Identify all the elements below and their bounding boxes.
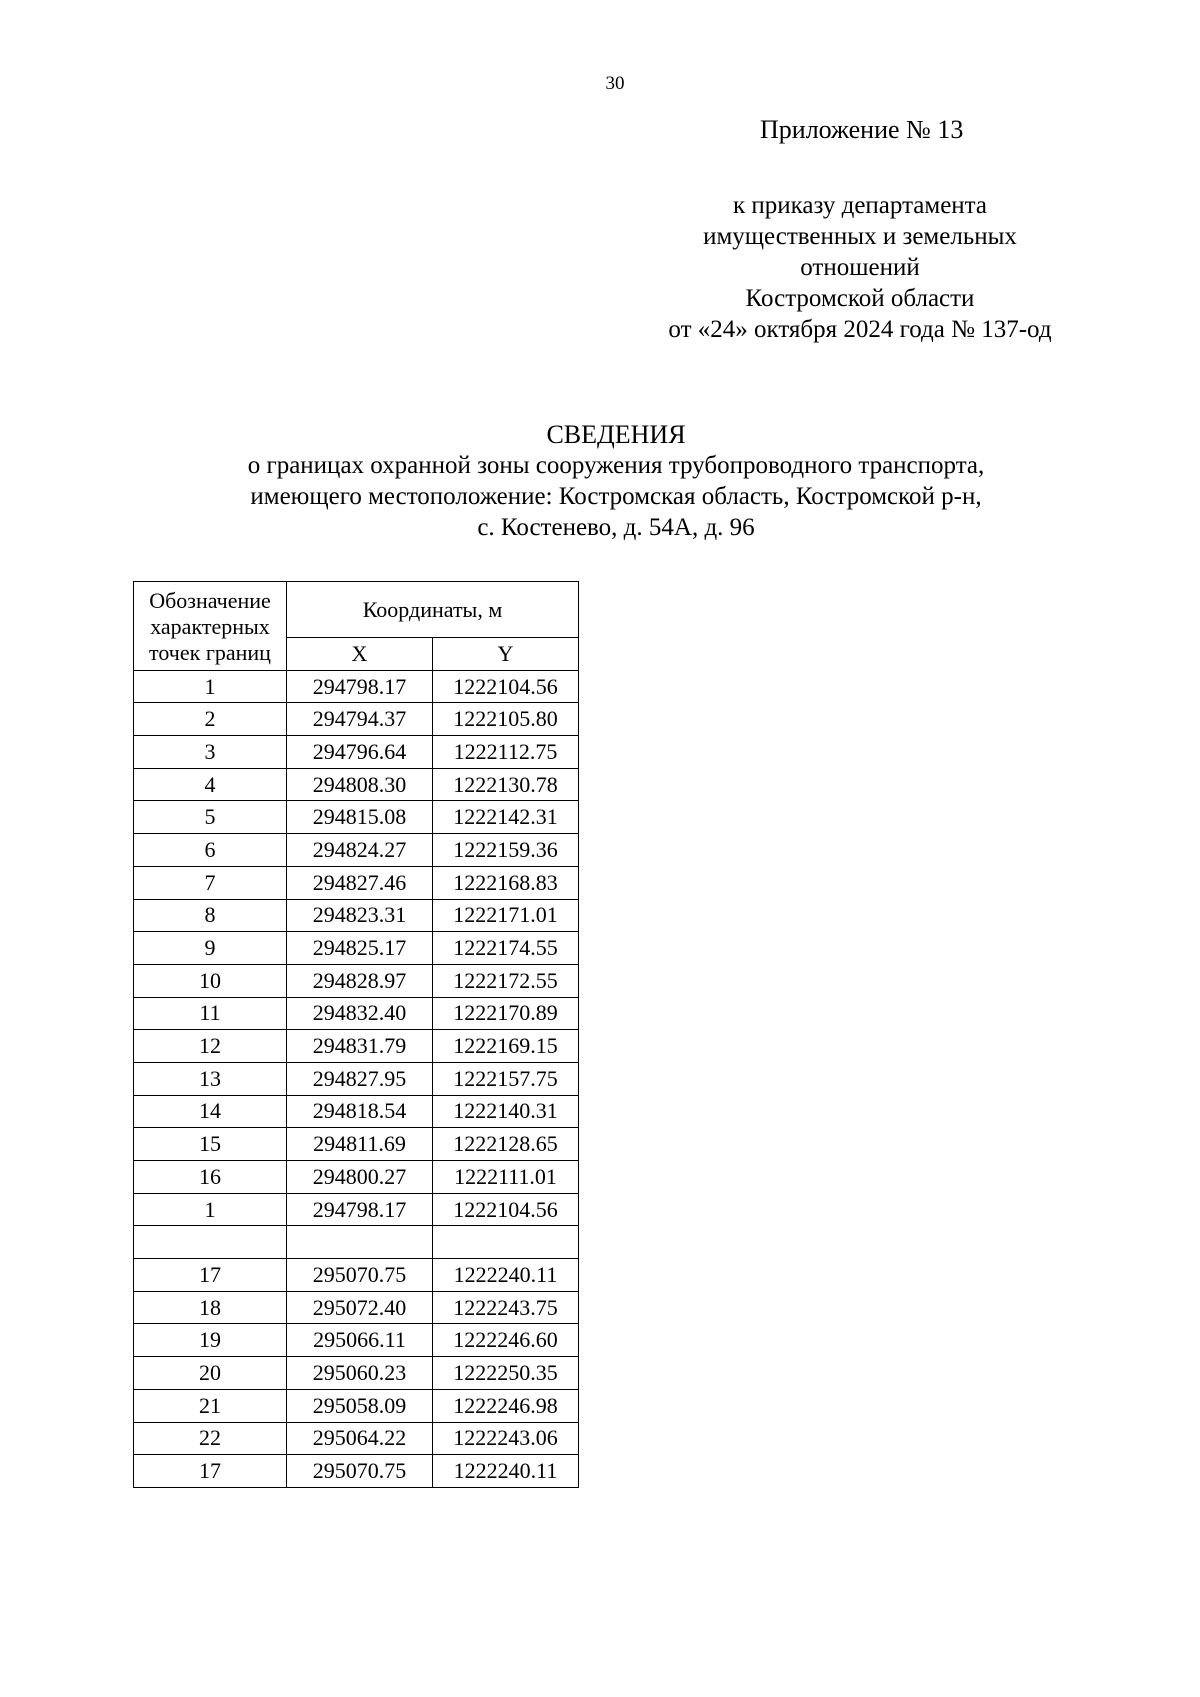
table-row xyxy=(134,1455,579,1488)
cell-x: 295066.11 xyxy=(287,1324,433,1357)
cell-point: 15 xyxy=(134,1128,287,1161)
coordinates-column-header: Координаты, м xyxy=(287,582,579,638)
cell-x: 295070.75 xyxy=(287,1259,433,1292)
cell-point: 20 xyxy=(134,1357,287,1390)
coordinates-table xyxy=(133,581,579,1488)
cell-y: 1222168.83 xyxy=(433,866,579,899)
cell-x: 294815.08 xyxy=(287,801,433,834)
cell-y: 1222174.55 xyxy=(433,932,579,965)
table-row xyxy=(134,736,579,769)
cell-point xyxy=(134,1226,287,1259)
cell-point: 11 xyxy=(134,997,287,1030)
cell-y: 1222243.06 xyxy=(433,1422,579,1455)
cell-y: 1222112.75 xyxy=(433,736,579,769)
cell-x: 294800.27 xyxy=(287,1161,433,1194)
header-line: Обозначение xyxy=(149,587,271,613)
cell-y: 1222243.75 xyxy=(433,1291,579,1324)
table-row xyxy=(134,1062,579,1095)
cell-y: 1222170.89 xyxy=(433,997,579,1030)
cell-x: 294811.69 xyxy=(287,1128,433,1161)
table-row xyxy=(134,1095,579,1128)
cell-point: 1 xyxy=(134,670,287,703)
cell-y: 1222140.31 xyxy=(433,1095,579,1128)
cell-y: 1222128.65 xyxy=(433,1128,579,1161)
cell-point: 10 xyxy=(134,964,287,997)
order-line: Костромской области xyxy=(745,285,975,312)
cell-x: 294825.17 xyxy=(287,932,433,965)
cell-point: 16 xyxy=(134,1161,287,1194)
appendix-title: Приложение № 13 xyxy=(760,115,964,144)
cell-x: 294794.37 xyxy=(287,703,433,736)
table-row xyxy=(134,1259,579,1292)
cell-x: 294824.27 xyxy=(287,834,433,867)
document-subtitle-line: о границах охранной зоны сооружения трубопроводного транспорта, xyxy=(247,452,985,479)
table-row xyxy=(134,1422,579,1455)
cell-point: 2 xyxy=(134,703,287,736)
header-line: характерных xyxy=(150,613,270,639)
cell-point: 4 xyxy=(134,768,287,801)
table-row xyxy=(134,768,579,801)
cell-x: 294796.64 xyxy=(287,736,433,769)
cell-x: 294808.30 xyxy=(287,768,433,801)
cell-point: 17 xyxy=(134,1455,287,1488)
cell-y: 1222172.55 xyxy=(433,964,579,997)
cell-point: 17 xyxy=(134,1259,287,1292)
cell-y: 1222250.35 xyxy=(433,1357,579,1390)
cell-x: 294831.79 xyxy=(287,1030,433,1063)
table-row xyxy=(134,834,579,867)
page-number: 30 xyxy=(605,73,625,94)
cell-x: 294798.17 xyxy=(287,670,433,703)
y-column-header: Y xyxy=(433,638,579,671)
cell-x: 294798.17 xyxy=(287,1193,433,1226)
cell-point: 14 xyxy=(134,1095,287,1128)
cell-y: 1222111.01 xyxy=(433,1161,579,1194)
cell-point: 6 xyxy=(134,834,287,867)
table-row xyxy=(134,1030,579,1063)
cell-y: 1222240.11 xyxy=(433,1259,579,1292)
document-title: СВЕДЕНИЯ xyxy=(546,420,686,449)
cell-point: 8 xyxy=(134,899,287,932)
cell-point: 22 xyxy=(134,1422,287,1455)
cell-y: 1222246.98 xyxy=(433,1389,579,1422)
cell-y: 1222104.56 xyxy=(433,670,579,703)
point-column-header xyxy=(134,582,287,671)
cell-y: 1222246.60 xyxy=(433,1324,579,1357)
cell-x: 294818.54 xyxy=(287,1095,433,1128)
cell-x: 294827.95 xyxy=(287,1062,433,1095)
cell-point: 21 xyxy=(134,1389,287,1422)
table-row xyxy=(134,1291,579,1324)
table-row xyxy=(134,1389,579,1422)
table-row xyxy=(134,801,579,834)
table-row xyxy=(134,1193,579,1226)
cell-point: 12 xyxy=(134,1030,287,1063)
table-row xyxy=(134,964,579,997)
order-line: имущественных и земельных xyxy=(703,223,1017,250)
cell-x: 295064.22 xyxy=(287,1422,433,1455)
table-row xyxy=(134,997,579,1030)
cell-y: 1222157.75 xyxy=(433,1062,579,1095)
document-subtitle-line: имеющего местоположение: Костромская область, Костромской р-н, xyxy=(250,483,982,510)
cell-point: 9 xyxy=(134,932,287,965)
cell-x: 295070.75 xyxy=(287,1455,433,1488)
cell-y: 1222169.15 xyxy=(433,1030,579,1063)
x-column-header: X xyxy=(287,638,433,671)
header-line: точек границ xyxy=(149,639,271,665)
cell-x: 294827.46 xyxy=(287,866,433,899)
order-reference xyxy=(600,190,1120,345)
cell-x: 295072.40 xyxy=(287,1291,433,1324)
cell-x: 294828.97 xyxy=(287,964,433,997)
cell-point: 7 xyxy=(134,866,287,899)
table-row xyxy=(134,703,579,736)
cell-point: 13 xyxy=(134,1062,287,1095)
cell-y: 1222105.80 xyxy=(433,703,579,736)
table-row xyxy=(134,1324,579,1357)
table-row xyxy=(134,866,579,899)
cell-x xyxy=(287,1226,433,1259)
cell-point: 3 xyxy=(134,736,287,769)
cell-x: 294832.40 xyxy=(287,997,433,1030)
cell-y: 1222240.11 xyxy=(433,1455,579,1488)
cell-point: 18 xyxy=(134,1291,287,1324)
document-subtitle-line: с. Костенево, д. 54А, д. 96 xyxy=(477,514,755,541)
cell-point: 19 xyxy=(134,1324,287,1357)
document-heading xyxy=(0,419,1200,543)
table-row xyxy=(134,1161,579,1194)
cell-y: 1222104.56 xyxy=(433,1193,579,1226)
table-row xyxy=(134,932,579,965)
cell-x: 294823.31 xyxy=(287,899,433,932)
cell-x: 295058.09 xyxy=(287,1389,433,1422)
cell-y: 1222142.31 xyxy=(433,801,579,834)
cell-y: 1222159.36 xyxy=(433,834,579,867)
order-line: к приказу департамента xyxy=(732,192,988,219)
order-line: отношений xyxy=(800,254,920,281)
cell-y: 1222171.01 xyxy=(433,899,579,932)
order-line: от «24» октября 2024 года № 137-од xyxy=(668,316,1052,343)
cell-y: 1222130.78 xyxy=(433,768,579,801)
table-row xyxy=(134,1357,579,1390)
cell-x: 295060.23 xyxy=(287,1357,433,1390)
cell-point: 5 xyxy=(134,801,287,834)
coordinates-table-body xyxy=(134,670,579,1487)
table-row xyxy=(134,1226,579,1259)
table-row xyxy=(134,1128,579,1161)
table-row xyxy=(134,670,579,703)
table-row xyxy=(134,899,579,932)
cell-y xyxy=(433,1226,579,1259)
cell-point: 1 xyxy=(134,1193,287,1226)
